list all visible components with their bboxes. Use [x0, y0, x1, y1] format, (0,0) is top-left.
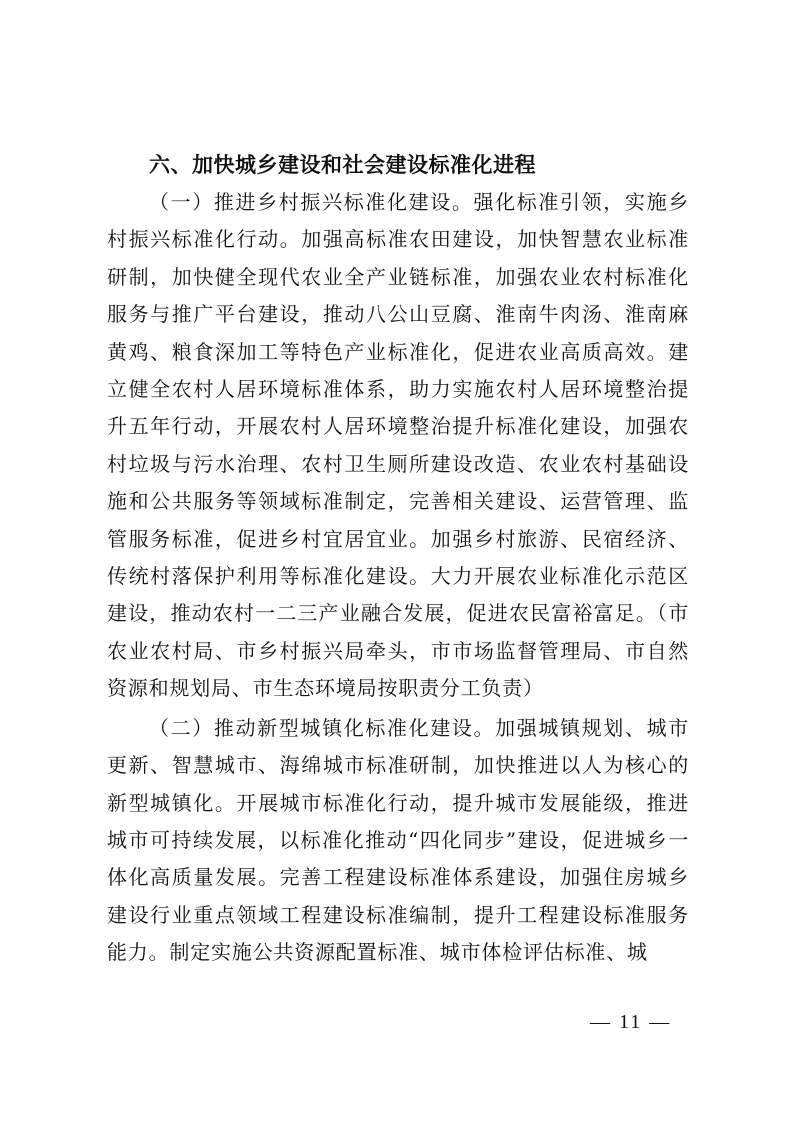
paragraph-new-urbanization: （二）推动新型城镇化标准化建设。加强城镇规划、城市更新、智慧城市、海绵城市标准研制，加快推进以人为核心的新型城镇化。开展城市标准化行动，提升城市发展能级，推进城市可持续发展，以标准化推动“四化同步”建设，促进城乡一体化高质量发展。完善工程建设标准体系建设，加强住房城乡建设行业重点领域工程建设标准编制，提升工程建设标准服务能力。制定实施公共资源配置标准、城市体检评估标准、城	[107, 715, 689, 965]
section-heading: 六、加快城乡建设和社会建设标准化进程	[149, 153, 536, 177]
page-number: — 11 —	[590, 1011, 672, 1033]
document-body	[107, 146, 689, 972]
paragraph-rural-revitalization: （一）推进乡村振兴标准化建设。强化标准引领，实施乡村振兴标准化行动。加强高标准农田建设，加快智慧农业标准研制，加快健全现代农业全产业链标准，加强农业农村标准化服务与推广平台建设，推动八公山豆腐、淮南牛肉汤、淮南麻黄鸡、粮食深加工等特色产业标准化，促进农业高质高效。建立健全农村人居环境标准体系，助力实施农村人居环境整治提升五年行动，开展农村人居环境整治提升标准化建设，加强农村垃圾与污水治理、农村卫生厕所建设改造、农业农村基础设施和公共服务等领域标准制定，完善相关建设、运营管理、监管服务标准，促进乡村宜居宜业。加强乡村旅游、民宿经济、传统村落保护利用等标准化建设。大力开展农业标准化示范区建设，推动农村一二三产业融合发展，促进农民富裕富足。（市农业农村局、市乡村振兴局牵头，市市场监督管理局、市自然资源和规划局、市生态环境局按职责分工负责）	[107, 190, 689, 701]
